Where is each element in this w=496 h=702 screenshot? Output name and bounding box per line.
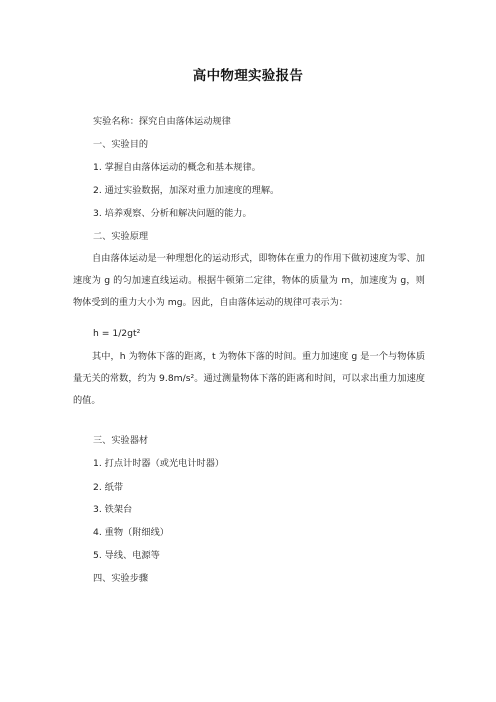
experiment-name: 实验名称：探究自由落体运动规律 <box>93 116 231 127</box>
equipment-item: 4. 重物（附细线） <box>93 527 169 538</box>
report-title: 高中物理实验报告 <box>192 68 304 84</box>
principle-paragraph: 其中，h 为物体下落的距离，t 为物体下落的时间。重力加速度 g 是一个与物体质量无关的常数，约为 9.8m/s²。通过测量物体下落的距离和时间，可以求出重力加速度的值。 <box>73 351 425 406</box>
purpose-item: 1. 掌握自由落体运动的概念和基本规律。 <box>93 162 261 173</box>
section-heading-equipment: 三、实验器材 <box>93 435 149 446</box>
equipment-item: 3. 铁架台 <box>93 504 133 515</box>
purpose-item: 3. 培养观察、分析和解决问题的能力。 <box>93 208 252 219</box>
section-heading-purpose: 一、实验目的 <box>93 139 149 150</box>
equipment-item: 2. 纸带 <box>93 482 124 493</box>
equipment-item: 5. 导线、电源等 <box>93 550 160 561</box>
free-fall-formula: h = 1/2gt² <box>93 328 141 339</box>
section-heading-principle: 二、实验原理 <box>93 231 149 242</box>
section-heading-steps: 四、实验步骤 <box>93 573 149 584</box>
purpose-item: 2. 通过实验数据，加深对重力加速度的理解。 <box>93 185 280 196</box>
principle-paragraph: 自由落体运动是一种理想化的运动形式，即物体在重力的作用下做初速度为零、加速度为 g 的匀加速直线运动。根据牛顿第二定律，物体的质量为 m，加速度为 g，则物体受到的重力大小为 mg。因此，自由落体运动的规律可表示为： <box>73 253 425 308</box>
equipment-item: 1. 打点计时器（或光电计时器） <box>93 458 225 469</box>
